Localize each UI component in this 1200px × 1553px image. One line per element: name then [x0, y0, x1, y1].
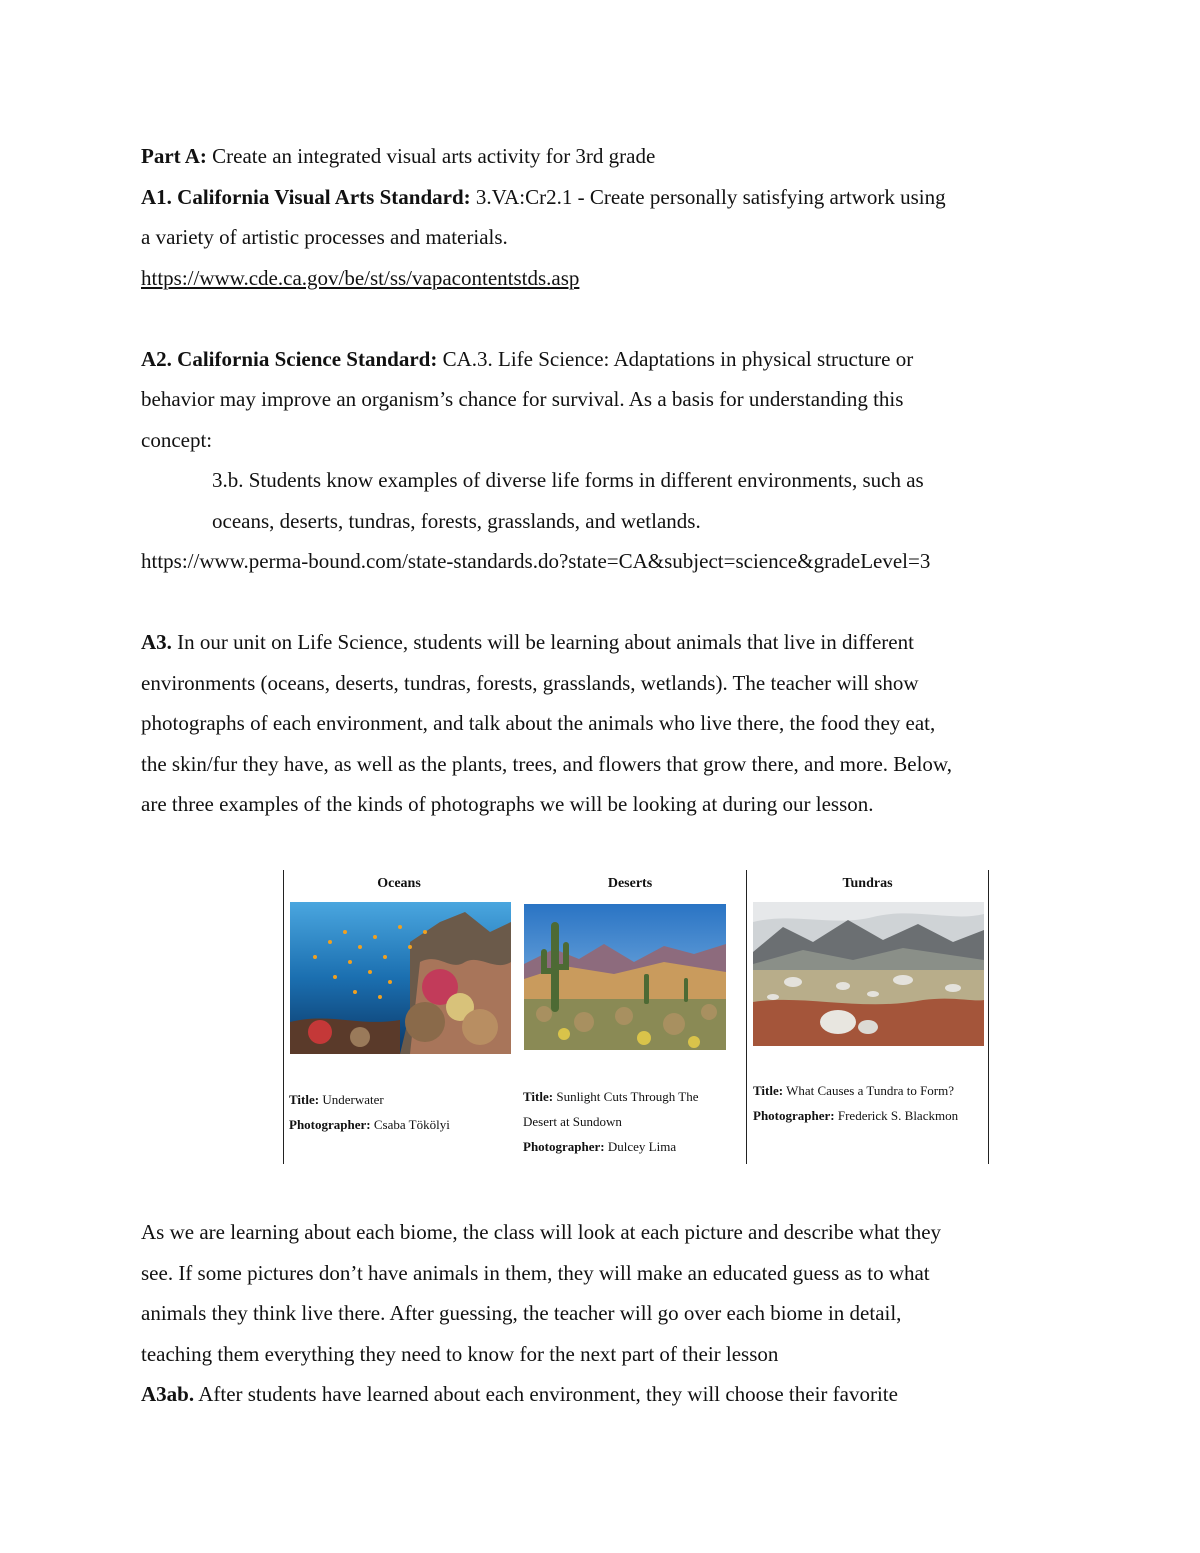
- a2-line-3: concept:: [141, 427, 213, 452]
- after-line-3: animals they think live there. After guessing, the teacher will go over each biome in detail,: [141, 1301, 902, 1325]
- a1-text-1: 3.VA:Cr2.1 - Create personally satisfying artwork using: [470, 184, 946, 209]
- oceans-photo: [290, 902, 511, 1054]
- oceans-title-line: [289, 1087, 509, 1112]
- part-a-line: [141, 136, 1071, 177]
- deserts-photographer: Dulcey Lima: [604, 1139, 677, 1154]
- deserts-photo: [524, 904, 726, 1050]
- tundras-title: What Causes a Tundra to Form?: [783, 1083, 955, 1098]
- tundras-column: [747, 870, 988, 893]
- a3-label: A3.: [141, 630, 172, 654]
- a3-line-5: are three examples of the kinds of photographs we will be looking at during our lesson.: [141, 792, 874, 816]
- part-a-text: Create an integrated visual arts activity for 3rd grade: [206, 144, 656, 168]
- a1-label: A1. California Visual Arts Standard:: [141, 184, 471, 209]
- tundras-photo: [753, 902, 984, 1046]
- tundras-photographer: Frederick S. Blackmon: [834, 1108, 959, 1123]
- photographer-label: Photographer:: [523, 1139, 605, 1154]
- deserts-title-line: [523, 1084, 743, 1109]
- deserts-caption: [523, 1084, 743, 1159]
- photo-table: [283, 870, 989, 1164]
- after-line-4: teaching them everything they need to know for the next part of their lesson: [141, 1341, 779, 1366]
- deserts-title-line-2: Desert at Sundown: [523, 1114, 622, 1129]
- oceans-caption: [289, 1087, 509, 1137]
- table-divider: [746, 870, 747, 1164]
- body-top: [141, 136, 1071, 825]
- a2-sub-line-1: 3.b. Students know examples of diverse life forms in different environments, such as: [212, 468, 924, 492]
- a2-line-2: behavior may improve an organism’s chance for survival. As a basis for understanding this: [141, 387, 904, 411]
- tundras-title-line: [753, 1078, 987, 1103]
- a1-line-1: [141, 177, 1071, 218]
- oceans-title: Underwater: [319, 1092, 384, 1107]
- title-label: Title:: [753, 1083, 784, 1098]
- after-line-2: see. If some pictures don’t have animals in them, they will make an educated guess as to what: [141, 1260, 930, 1285]
- part-a-label: Part A:: [141, 144, 207, 168]
- a1-line-2: a variety of artistic processes and materials.: [141, 225, 508, 249]
- title-label: Title:: [289, 1092, 320, 1107]
- oceans-heading: Oceans: [377, 876, 421, 891]
- tundras-caption: [753, 1078, 987, 1128]
- a2-sub-line-2: oceans, deserts, tundras, forests, grasslands, and wetlands.: [212, 508, 701, 533]
- a3-line-2: environments (oceans, deserts, tundras, forests, grasslands, wetlands). The teacher will show: [141, 670, 919, 695]
- oceans-column: [284, 870, 514, 893]
- table-divider: [283, 870, 284, 1164]
- tundras-photographer-line: [753, 1103, 987, 1128]
- a3ab-line: [141, 1374, 1071, 1415]
- perma-bound-url: https://www.perma-bound.com/state-standards.do?state=CA&subject=science&gradeLevel=3: [141, 549, 931, 573]
- after-line-1: As we are learning about each biome, the class will look at each picture and describe what they: [141, 1220, 942, 1244]
- cde-standards-link[interactable]: https://www.cde.ca.gov/be/st/ss/vapacontentstds.asp: [141, 265, 580, 290]
- photographer-label: Photographer:: [753, 1108, 835, 1123]
- a3ab-label: A3ab.: [141, 1382, 195, 1406]
- deserts-column: [515, 870, 745, 893]
- a3-line-1: [141, 622, 1071, 663]
- deserts-heading: Deserts: [607, 876, 653, 891]
- oceans-photographer: Csaba Tökölyi: [370, 1117, 450, 1132]
- body-bottom: [141, 1212, 1071, 1415]
- oceans-photographer-line: [289, 1112, 509, 1137]
- a3-line-4: the skin/fur they have, as well as the plants, trees, and flowers that grow there, and more. Below,: [141, 751, 952, 776]
- a3-line-3: photographs of each environment, and talk about the animals who live there, the food they eat,: [141, 711, 936, 735]
- a2-line-1: [141, 339, 1071, 380]
- a1-link-line: [141, 258, 1071, 299]
- a2-label: A2. California Science Standard:: [141, 346, 438, 371]
- photographer-label: Photographer:: [289, 1117, 371, 1132]
- a3ab-text: After students have learned about each environment, they will choose their favorite: [194, 1382, 898, 1406]
- a2-text-1: CA.3. Life Science: Adaptations in physical structure or: [437, 346, 914, 371]
- deserts-title: Sunlight Cuts Through The: [553, 1089, 699, 1104]
- a3-text-1: In our unit on Life Science, students will be learning about animals that live in different: [171, 630, 914, 654]
- tundras-heading: Tundras: [842, 876, 893, 891]
- title-label: Title:: [523, 1089, 554, 1104]
- deserts-photographer-line: [523, 1134, 743, 1159]
- table-divider: [988, 870, 989, 1164]
